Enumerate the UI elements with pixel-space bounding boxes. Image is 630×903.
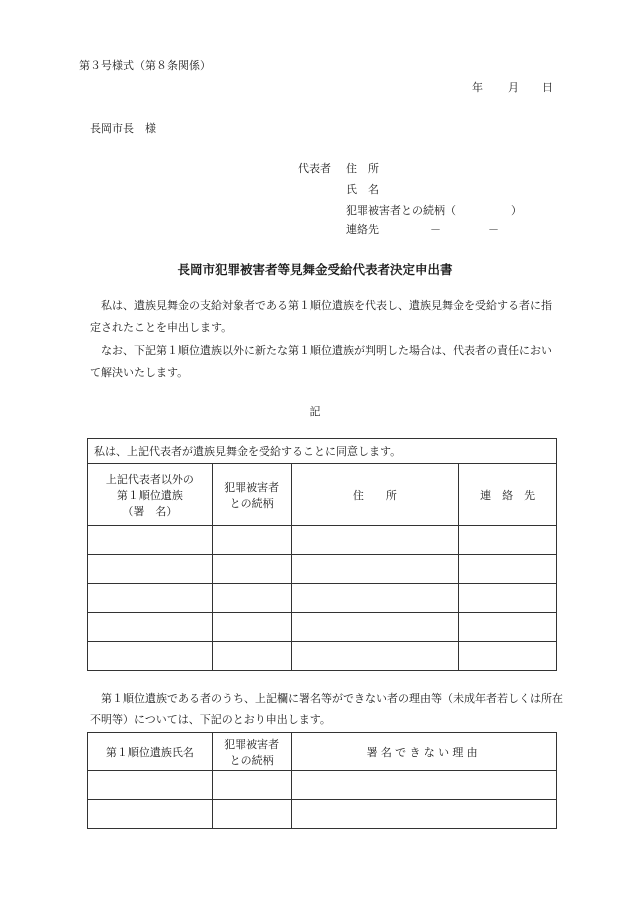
address-cell[interactable] xyxy=(291,555,459,584)
consent-statement: 私は、上記代表者が遺族見舞金を受給することに同意します。 xyxy=(88,439,557,464)
date-year: 年 xyxy=(472,81,483,94)
header-other-survivors-line-3: （署 名） xyxy=(122,504,178,518)
representative-contact-label: 連絡先 xyxy=(346,223,379,236)
body-paragraph-1: 私は、遺族見舞金の支給対象者である第１順位遺族を代表し、遺族見舞金を受給する者に指定されたことを申出します。 xyxy=(90,299,552,334)
header-relation-line-2: との続柄 xyxy=(229,496,274,510)
relation-cell[interactable] xyxy=(212,613,291,642)
contact-cell[interactable] xyxy=(459,613,557,642)
section2-text: 第１順位遺族である者のうち、上記欄に署名等ができない者の理由等（未成年者若しくは所在不明等）については、下記のとおり申出します。 xyxy=(90,692,563,726)
relation-cell[interactable] xyxy=(212,584,291,613)
table-row xyxy=(88,800,557,829)
representative-address-label: 住 所 xyxy=(346,162,379,175)
header-other-survivors-line-2: 第１順位遺族 xyxy=(116,488,183,502)
header-relation-2-line-1: 犯罪被害者 xyxy=(224,737,280,751)
header-other-survivors xyxy=(88,464,213,526)
header-other-survivors-line-1: 上記代表者以外の xyxy=(105,472,194,486)
header-relation-line-1: 犯罪被害者 xyxy=(224,480,280,494)
table-row xyxy=(88,584,557,613)
signature-cell[interactable] xyxy=(88,613,213,642)
relation-cell[interactable] xyxy=(212,800,291,829)
contact-dash-1: － xyxy=(430,223,441,236)
form-number: 第３号様式（第８条関係） xyxy=(79,59,211,72)
signature-cell[interactable] xyxy=(88,555,213,584)
table-row xyxy=(88,642,557,671)
reason-cell[interactable] xyxy=(291,771,556,800)
address-cell[interactable] xyxy=(291,526,459,555)
table-row xyxy=(88,613,557,642)
date-line xyxy=(0,79,630,93)
signature-cell[interactable] xyxy=(88,584,213,613)
table-row xyxy=(88,555,557,584)
table-row xyxy=(88,526,557,555)
ki-heading: 記 xyxy=(309,405,321,418)
addressee: 長岡市長 様 xyxy=(90,122,156,135)
body-paragraph-2: なお、下記第１順位遺族以外に新たな第１順位遺族が判明した場合は、代表者の責任において解決いたします。 xyxy=(90,344,552,379)
document-title: 長岡市犯罪被害者等見舞金受給代表者決定申出書 xyxy=(177,262,453,277)
header-survivor-name: 第１順位遺族氏名 xyxy=(88,733,213,771)
survivor-name-cell[interactable] xyxy=(88,800,213,829)
address-cell[interactable] xyxy=(291,642,459,671)
relation-cell[interactable] xyxy=(212,642,291,671)
contact-dash-2: － xyxy=(488,223,499,236)
survivor-name-cell[interactable] xyxy=(88,771,213,800)
representative-label: 代表者 xyxy=(298,162,331,175)
signature-cell[interactable] xyxy=(88,526,213,555)
header-address: 住 所 xyxy=(291,464,459,526)
signature-cell[interactable] xyxy=(88,642,213,671)
header-relation xyxy=(212,464,291,526)
address-cell[interactable] xyxy=(291,584,459,613)
contact-cell[interactable] xyxy=(459,584,557,613)
contact-cell[interactable] xyxy=(459,642,557,671)
contact-cell[interactable] xyxy=(459,526,557,555)
relation-cell[interactable] xyxy=(212,555,291,584)
representative-name-label: 氏 名 xyxy=(346,183,379,196)
header-relation-2-line-2: との続柄 xyxy=(229,753,274,767)
relation-cell[interactable] xyxy=(212,771,291,800)
address-cell[interactable] xyxy=(291,613,459,642)
header-relation-2 xyxy=(212,733,291,771)
relation-cell[interactable] xyxy=(212,526,291,555)
header-contact: 連 絡 先 xyxy=(459,464,557,526)
unable-to-sign-table xyxy=(87,732,557,829)
representative-relation-label: 犯罪被害者との続柄（ ） xyxy=(346,204,522,217)
header-reason: 署名できない理由 xyxy=(291,733,556,771)
table-row xyxy=(88,771,557,800)
date-day: 日 xyxy=(542,81,553,94)
reason-cell[interactable] xyxy=(291,800,556,829)
date-month: 月 xyxy=(508,81,519,94)
consent-table xyxy=(87,438,557,671)
contact-cell[interactable] xyxy=(459,555,557,584)
